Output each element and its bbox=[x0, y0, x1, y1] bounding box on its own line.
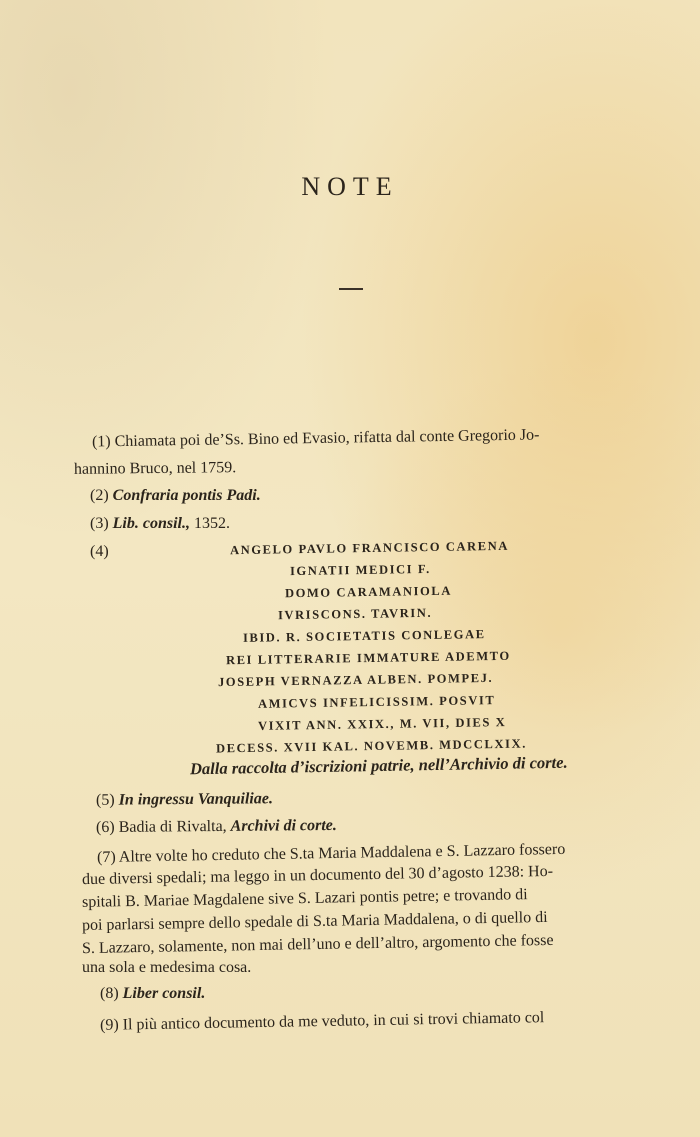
note-2-number: (2) bbox=[90, 487, 109, 504]
note-6-number: (6) bbox=[95, 818, 115, 837]
note-1-text-1: Chiamata poi de’Ss. Bino ed Evasio, rifatta dal conte Gregorio Jo- bbox=[114, 426, 540, 451]
note-7-line-6: una sola e medesima cosa. bbox=[82, 959, 252, 976]
inscription-line-10: DECESS. XVII KAL. NOVEMB. MDCCLXIX. bbox=[215, 736, 527, 756]
note-8-number: (8) bbox=[100, 985, 119, 1002]
inscription-line-9: VIXIT ANN. XXIX., M. VII, DIES X bbox=[257, 715, 507, 733]
note-3 bbox=[90, 510, 230, 537]
note-1-number: (1) bbox=[91, 433, 111, 451]
note-7-line-5: S. Lazzaro, solamente, non mai dell’uno e dell’altro, argomento che fosse bbox=[81, 931, 554, 958]
note-5-number: (5) bbox=[95, 791, 115, 809]
note-2 bbox=[90, 482, 261, 509]
note-9-number: (9) bbox=[99, 1016, 119, 1034]
title-divider bbox=[339, 288, 363, 290]
note-1-line-2: hannino Bruco, nel 1759. bbox=[73, 459, 237, 478]
note-3-text: 1352. bbox=[190, 515, 230, 532]
note-7-number: (7) bbox=[96, 848, 116, 867]
note-6-text-italic: Archivi di corte. bbox=[230, 816, 337, 835]
note-5 bbox=[96, 785, 273, 814]
inscription-line-2: IGNATII MEDICI F. bbox=[289, 561, 431, 579]
note-4-number: (4) bbox=[90, 543, 109, 560]
note-9 bbox=[100, 1004, 545, 1039]
note-2-text: Confraria pontis Padi. bbox=[112, 487, 261, 504]
note-7-line-3: spitali B. Mariae Magdalene sive S. Lazari pontis petre; e trovando di bbox=[81, 886, 528, 911]
inscription-line-8: AMICVS INFELICISSIM. POSVIT bbox=[257, 693, 496, 711]
note-7-text-1: Altre volte ho creduto che S.ta Maria Maddalena e S. Lazzaro fossero bbox=[118, 840, 566, 866]
note-3-number: (3) bbox=[90, 515, 109, 532]
note-3-text-italic: Lib. consil., bbox=[112, 515, 190, 532]
inscription-line-7: JOSEPH VERNAZZA ALBEN. POMPEJ. bbox=[217, 670, 494, 690]
inscription-line-1: ANGELO PAVLO FRANCISCO CARENA bbox=[229, 538, 510, 558]
inscription-line-6: REI LITTERARIE IMMATURE ADEMTO bbox=[225, 648, 511, 668]
note-7-line-2: due diversi spedali; ma leggo in un documento del 30 d’agosto 1238: Ho- bbox=[81, 862, 554, 889]
page-title: NOTE bbox=[301, 172, 399, 201]
note-5-text: In ingressu Vanquiliae. bbox=[118, 790, 274, 809]
note-9-text: Il più antico documento da me veduto, in cui si trovi chiamato col bbox=[122, 1009, 545, 1034]
inscription-line-4: IVRISCONS. TAVRIN. bbox=[277, 605, 433, 623]
note-7-line-4: poi parlarsi sempre dello spedale di S.ta Maria Maddalena, o di quello di bbox=[81, 908, 548, 935]
note-6 bbox=[96, 812, 337, 841]
note-6-text: Badia di Rivalta, bbox=[118, 817, 231, 836]
note-1-line-1 bbox=[92, 421, 540, 455]
inscription-line-5: IBID. R. SOCIETATIS CONLEGAE bbox=[242, 627, 486, 645]
note-4-source: Dalla raccolta d’iscrizioni patrie, nell’Archivio di corte. bbox=[189, 752, 568, 779]
note-8-text: Liber consil. bbox=[122, 985, 206, 1002]
inscription-line-3: DOMO CARAMANIOLA bbox=[284, 583, 453, 601]
note-8 bbox=[100, 980, 205, 1007]
